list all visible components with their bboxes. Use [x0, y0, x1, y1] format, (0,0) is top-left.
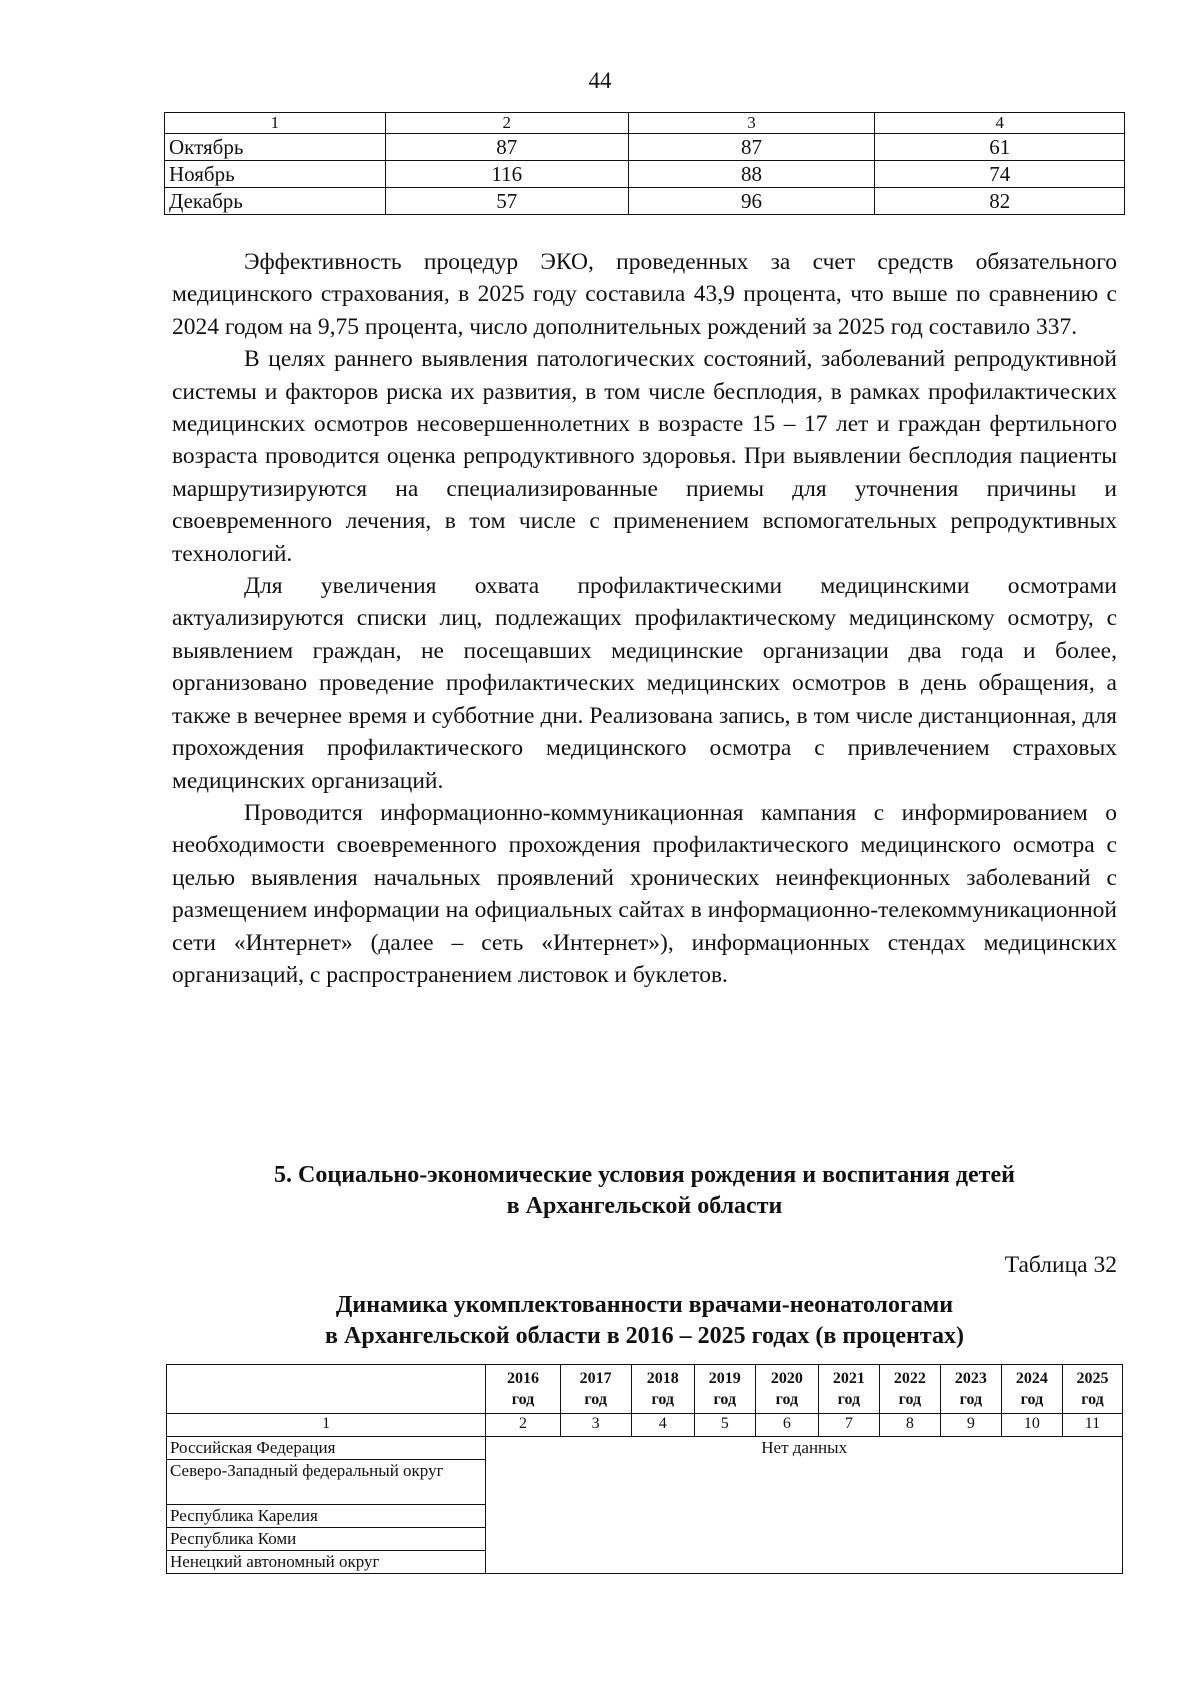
year-suffix: год: [584, 1391, 607, 1408]
month-cell: Ноябрь: [165, 161, 386, 188]
column-number: 1: [167, 1414, 486, 1437]
value-cell: 87: [385, 134, 628, 161]
value-cell: 96: [628, 188, 875, 215]
column-number: 4: [875, 113, 1125, 134]
column-number: 3: [560, 1414, 631, 1437]
year-label: 2022: [893, 1370, 926, 1387]
year-suffix: год: [1081, 1391, 1104, 1408]
paragraph: Проводится информационно-коммуникационная кампания с информированием о необходимости своевременного прохождения профилактического медицинского осмотра с целью выявления начальных проявлений хронических неинфекционных заболеваний с размещением информации на официальных сайтах в информационно-телекоммуникационной сети «Интернет» (далее – сеть «Интернет»), информационных стендах медицинских организаций, с распространением листовок и буклетов.: [172, 799, 1117, 988]
region-cell: Северо-Западный федеральный округ: [167, 1460, 486, 1505]
year-suffix: год: [775, 1391, 799, 1408]
year-header: [755, 1365, 818, 1414]
column-number: 2: [385, 113, 628, 134]
year-suffix: год: [959, 1391, 983, 1408]
region-cell: Ненецкий автономный округ: [167, 1551, 486, 1574]
header-empty-cell: [167, 1365, 486, 1414]
region-cell: Республика Карелия: [167, 1505, 486, 1528]
column-number-row: [167, 1414, 1123, 1437]
year-label: 2018: [646, 1370, 679, 1387]
value-cell: 61: [875, 134, 1125, 161]
section-heading: [164, 1160, 1125, 1222]
value-cell: 57: [385, 188, 628, 215]
year-suffix: год: [898, 1391, 922, 1408]
monthly-table: [164, 112, 1125, 215]
year-label: 2017: [579, 1370, 612, 1387]
year-suffix: год: [511, 1391, 535, 1408]
table-header-row: [165, 113, 1125, 134]
table-row: [165, 161, 1125, 188]
year-suffix: год: [651, 1391, 675, 1408]
value-cell: 116: [385, 161, 628, 188]
table-row: [165, 188, 1125, 215]
column-number: 3: [628, 113, 875, 134]
year-header: [940, 1365, 1001, 1414]
year-label: 2024: [1015, 1370, 1048, 1387]
value-cell: 88: [628, 161, 875, 188]
year-header: [879, 1365, 940, 1414]
table-title-line: Динамика укомплектованности врачами-неонатологами: [335, 1292, 954, 1318]
paragraph: В целях раннего выявления патологических состояний, заболеваний репродуктивной системы и факторов риска их развития, в том числе бесплодия, в рамках профилактических медицинских осмотров несовершеннолетних в возрасте 15 – 17 лет и граждан фертильного возраста проводится оценка репродуктивного здоровья. При выявлении бесплодия пациенты маршрутизируются на специализированные приемы для уточнения причины и своевременного лечения, в том числе с применением вспомогательных репродуктивных технологий.: [172, 346, 1117, 567]
neonatologist-table: [166, 1364, 1123, 1574]
column-number: 8: [879, 1414, 940, 1437]
table-title: [164, 1290, 1125, 1352]
year-label: 2016: [506, 1370, 539, 1387]
value-cell: 82: [875, 188, 1125, 215]
value-cell: 74: [875, 161, 1125, 188]
column-number: 7: [818, 1414, 879, 1437]
paragraph: Для увеличения охвата профилактическими медицинскими осмотрами актуализируются списки лиц, подлежащих профилактическому медицинскому осмотру, с выявлением граждан, не посещавших медицинские организации два года и более, организовано проведение профилактических медицинских осмотров в день обращения, а также в вечернее время и субботние дни. Реализована запись, в том числе дистанционная, для прохождения профилактического медицинского осмотра с привлечением страховых медицинских организаций.: [172, 573, 1117, 794]
year-header: [560, 1365, 631, 1414]
section-heading-line: в Архангельской области: [506, 1193, 783, 1219]
column-number: 4: [631, 1414, 694, 1437]
table-row: [165, 134, 1125, 161]
body-text: [172, 246, 1117, 991]
year-header: [1062, 1365, 1122, 1414]
year-suffix: год: [837, 1391, 861, 1408]
column-number: 1: [165, 113, 386, 134]
year-header: [486, 1365, 560, 1414]
column-number: 5: [694, 1414, 755, 1437]
paragraph: Эффективность процедур ЭКО, проведенных за счет средств обязательного медицинского страхования, в 2025 году составила 43,9 процента, что выше по сравнению с 2024 годом на 9,75 процента, число дополнительных рождений за 2025 год составило 337.: [172, 249, 1117, 340]
region-cell: Республика Коми: [167, 1528, 486, 1551]
column-number: 9: [940, 1414, 1001, 1437]
table-row: [167, 1437, 1123, 1460]
column-number: 11: [1062, 1414, 1122, 1437]
column-number: 6: [755, 1414, 818, 1437]
column-number: 2: [486, 1414, 560, 1437]
table-caption: Таблица 32: [1004, 1252, 1117, 1278]
year-header: [631, 1365, 694, 1414]
year-label: 2021: [832, 1370, 865, 1387]
column-number: 10: [1001, 1414, 1062, 1437]
value-cell: 87: [628, 134, 875, 161]
no-data-cell: Нет данных: [486, 1437, 1123, 1574]
year-label: 2025: [1076, 1370, 1109, 1387]
month-cell: Октябрь: [165, 134, 386, 161]
section-heading-line: 5. Социально-экономические условия рождения и воспитания детей: [274, 1162, 1015, 1188]
year-suffix: год: [713, 1391, 737, 1408]
month-cell: Декабрь: [165, 188, 386, 215]
year-header: [694, 1365, 755, 1414]
table-header-row: [167, 1365, 1123, 1414]
page-number: 44: [588, 68, 612, 93]
year-suffix: год: [1020, 1391, 1044, 1408]
year-label: 2023: [954, 1370, 987, 1387]
year-header: [1001, 1365, 1062, 1414]
region-cell: Российская Федерация: [167, 1437, 486, 1460]
year-label: 2019: [708, 1370, 741, 1387]
year-header: [818, 1365, 879, 1414]
year-label: 2020: [770, 1370, 803, 1387]
table-title-line: в Архангельской области в 2016 – 2025 годах (в процентах): [325, 1323, 964, 1349]
